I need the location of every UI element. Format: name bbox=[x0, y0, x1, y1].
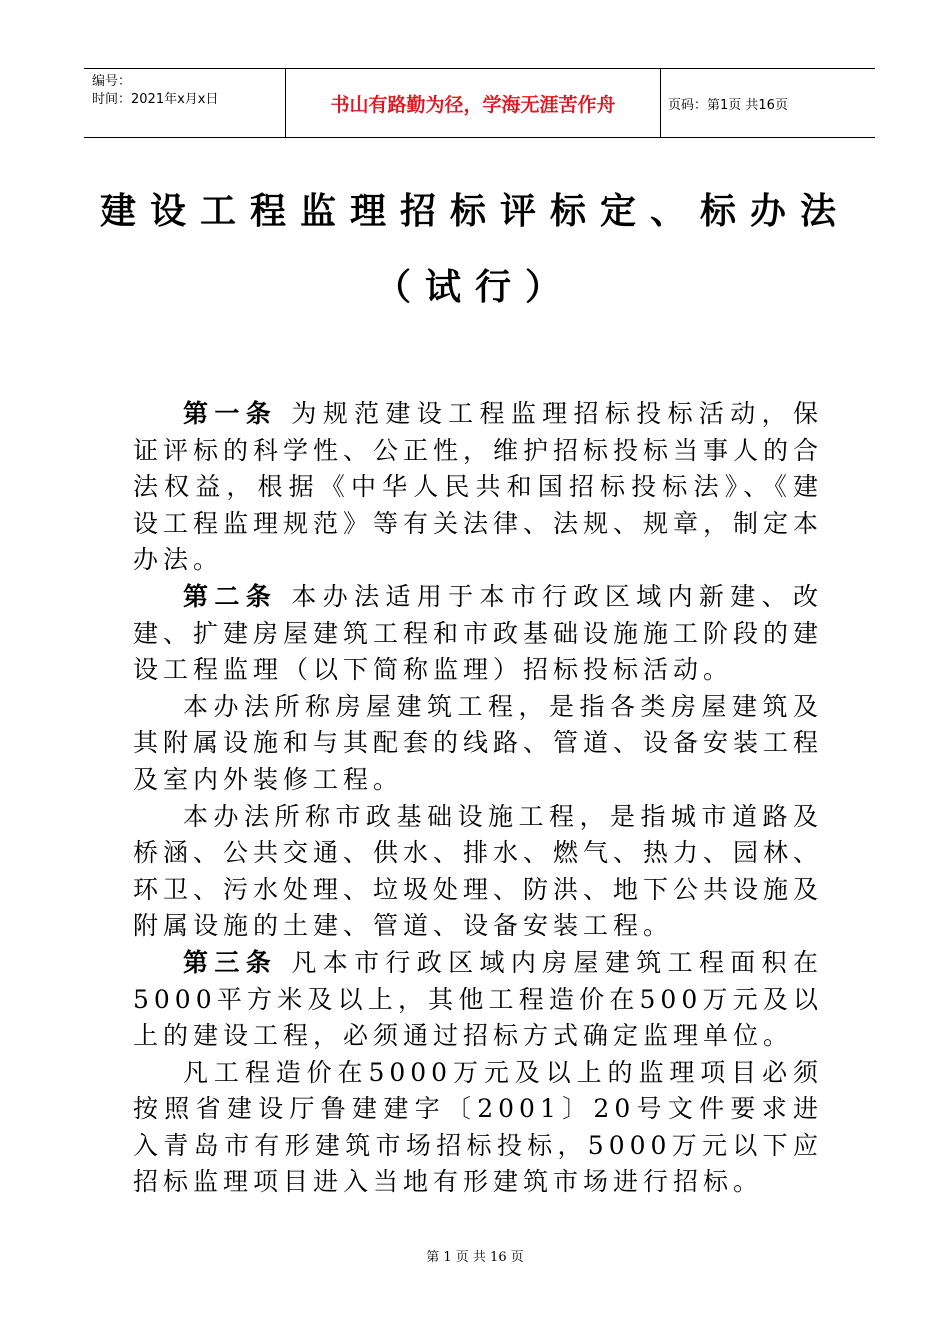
serial-label: 编号： bbox=[92, 74, 132, 89]
paragraph bbox=[133, 1055, 823, 1201]
paragraph-text: 为规范建设工程监理招标投标活动，保证评标的科学性、公正性，维护招标投标当事人的合法权益，根据《中华人民共和国招标投标法》、《建设工程监理规范》等有关法律、法规、规章，制定本办法。 bbox=[133, 399, 824, 575]
article-heading: 第一条 bbox=[183, 399, 278, 428]
header-meta bbox=[92, 73, 218, 109]
paragraph bbox=[133, 945, 823, 1055]
page-footer: 第 1 页 共 16 页 bbox=[426, 1250, 524, 1265]
document-body bbox=[133, 396, 823, 1201]
time-label: 时间：2021年x月x日 bbox=[92, 92, 219, 107]
header-divider bbox=[660, 69, 661, 137]
paragraph bbox=[133, 689, 823, 799]
paragraph-text: 凡本市行政区域内房屋建筑工程面积在5000平方米及以上，其他工程造价在500万元及以上的建设工程，必须通过招标方式确定监理单位。 bbox=[133, 947, 823, 1051]
paragraph-text: 凡工程造价在5000万元及以上的监理项目必须按照省建设厅鲁建建字〔2001〕20号文件要求进入青岛市有形建筑市场招标投标，5000万元以下应招标监理项目进入当地有形建筑市场进行招标。 bbox=[133, 1057, 823, 1197]
header-page-label: 页码：第1页 共16页 bbox=[668, 97, 788, 113]
paragraph bbox=[133, 396, 823, 579]
article-heading: 第三条 bbox=[183, 947, 278, 977]
paragraph bbox=[133, 579, 823, 689]
paragraph-text: 本办法所称房屋建筑工程，是指各类房屋建筑及其附属设施和与其配套的线路、管道、设备安装工程及室内外装修工程。 bbox=[133, 691, 824, 794]
document-title: 建设工程监理招标评标定、标办法 bbox=[99, 190, 850, 232]
header-motto: 书山有路勤为径，学海无涯苦作舟 bbox=[330, 93, 616, 116]
document-subtitle: （试行） bbox=[374, 266, 575, 308]
paragraph-text: 本办法适用于本市行政区域内新建、改建、扩建房屋建筑工程和市政基础设施施工阶段的建设工程监理（以下简称监理）招标投标活动。 bbox=[133, 581, 824, 685]
article-heading: 第二条 bbox=[183, 581, 278, 611]
paragraph-text: 本办法所称市政基础设施工程，是指城市道路及桥涵、公共交通、供水、排水、燃气、热力、园林、环卫、污水处理、垃圾处理、防洪、地下公共设施及附属设施的土建、管道、设备安装工程。 bbox=[133, 801, 824, 941]
paragraph bbox=[133, 799, 823, 945]
page-header bbox=[84, 68, 875, 138]
